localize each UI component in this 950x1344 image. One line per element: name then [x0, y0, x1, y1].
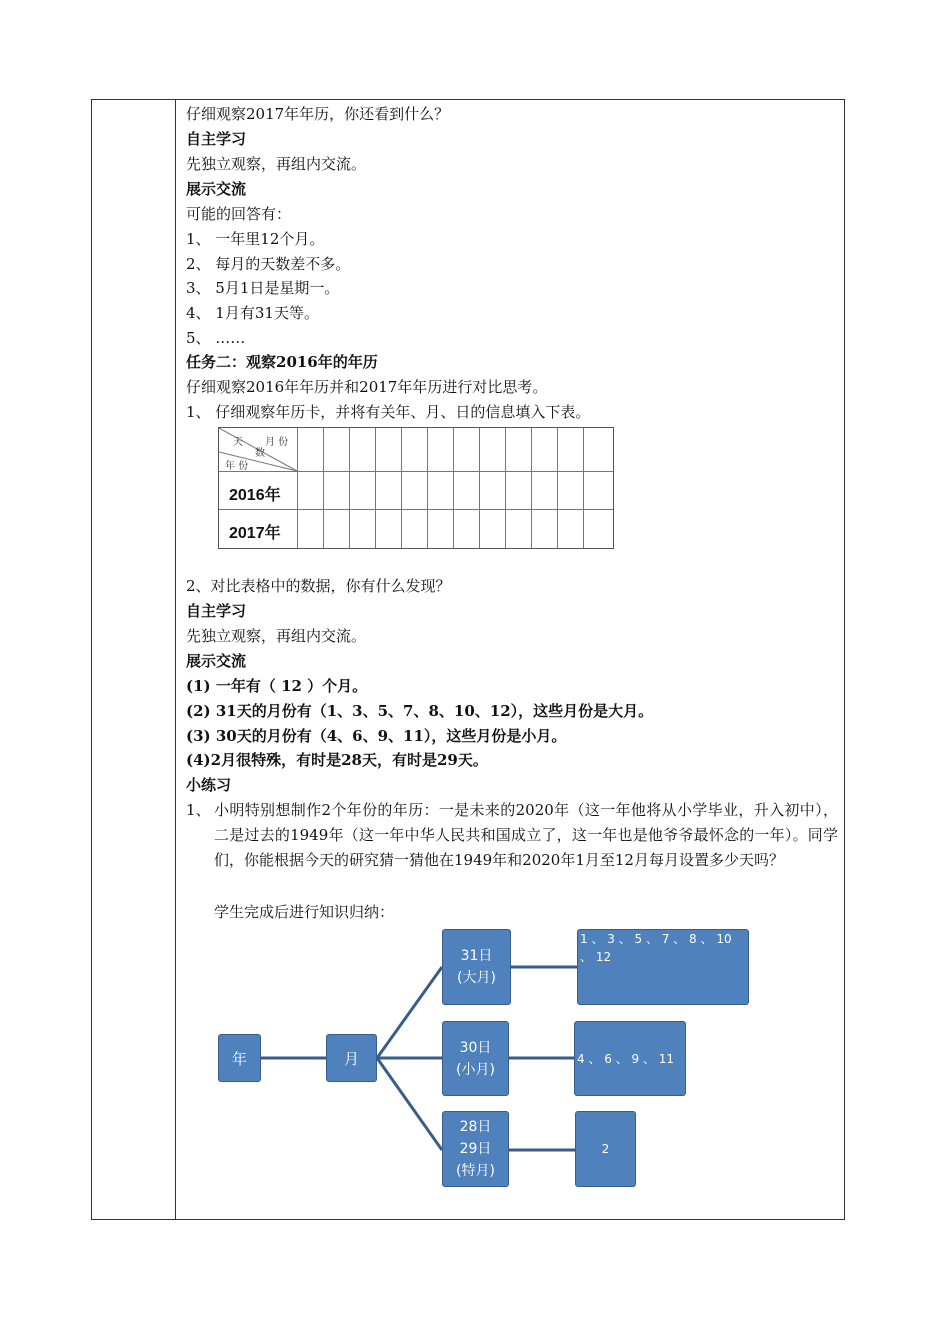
practice-number: 1、 [186, 801, 211, 819]
node-31-label: 31日 [460, 948, 493, 964]
question-line: 仔细观察2017年年历，你还看到什么？ [186, 105, 450, 123]
heading-practice: 小练习 [186, 776, 232, 794]
instruction-line-2: 先独立观察，再组内交流。 [186, 627, 367, 645]
node-30-label: 30日 [459, 1039, 492, 1056]
node-month-label: 月 [343, 1049, 359, 1068]
task-two-instruction: 仔细观察2016年年历并和2017年年历进行对比思考。 [186, 378, 548, 396]
header-shu: 数 [255, 448, 265, 459]
heading-self-study: 自主学习 [186, 130, 247, 148]
finding-2: (2) 31天的月份有（1、3、5、7、8、10、12），这些月份是大月。 [186, 702, 654, 720]
big-months-line2: 、 12 [580, 950, 612, 964]
finding-4: (4)2月很特殊，有时是28天，有时是29天。 [186, 751, 488, 769]
node-year-label: 年 [231, 1049, 247, 1068]
node-february [575, 1111, 636, 1187]
row-2016: 2016年 [229, 487, 281, 504]
finding-3: (3) 30天的月份有（4、6、9、11），这些月份是小月。 [186, 727, 567, 745]
answer-item: 4、 1月有31天等。 [186, 304, 319, 322]
row-2017: 2017年 [229, 525, 281, 542]
node-31-days [442, 929, 511, 1005]
header-month: 月 份 [265, 437, 289, 448]
practice-text: 小明特别想制作2个年份的年历：一是未来的2020年（这一年他将从小学毕业，升入初中），二是过去的1949年（这一年中华人民共和国成立了，这一年也是他爷爷最怀念的一年）。同学们，你能根据今天的研究猜一猜他在1949年和2020年1月至12月每月设置多少天吗？ [214, 801, 838, 869]
finding-1: (1) 一年有（ 12 ）个月。 [186, 677, 368, 695]
answers-intro: 可能的回答有： [186, 205, 292, 223]
answer-item: 2、 每月的天数差不多。 [186, 255, 351, 273]
small-months-text: 4 、 6 、 9 、 11 [577, 1052, 675, 1066]
node-30-type: (小月) [456, 1061, 495, 1078]
big-months-line1: 1 、 3 、 5 、 7 、 8 、 10 [580, 932, 732, 946]
node-30-days [442, 1021, 509, 1096]
task-two-step2: 2、对比表格中的数据，你有什么发现？ [186, 577, 451, 595]
answer-item: 3、 5月1日是星期一。 [186, 279, 340, 297]
header-year: 年 份 [225, 461, 249, 472]
heading-share-2: 展示交流 [186, 652, 247, 670]
heading-share: 展示交流 [186, 180, 247, 198]
answer-item: 1、 一年里12个月。 [186, 230, 325, 248]
node-28-type: (特月) [456, 1163, 495, 1179]
node-month [326, 1034, 377, 1082]
instruction-line: 先独立观察，再组内交流。 [186, 155, 367, 173]
task-two-step1: 1、 仔细观察年历卡，并将有关年、月、日的信息填入下表。 [186, 403, 591, 421]
node-29-label: 29日 [459, 1141, 492, 1157]
summary-intro: 学生完成后进行知识归纳： [214, 903, 395, 921]
node-28-label: 28日 [459, 1119, 492, 1135]
header-tian: 天 [233, 437, 243, 448]
node-big-months [577, 929, 749, 1005]
node-31-type: (大月) [457, 970, 496, 986]
answer-item: 5、 …… [186, 329, 246, 347]
node-year [218, 1034, 261, 1082]
heading-self-study-2: 自主学习 [186, 602, 247, 620]
node-small-months [574, 1021, 686, 1096]
node-28-29-days [442, 1111, 509, 1187]
february-text: 2 [601, 1142, 610, 1156]
task-two-heading: 任务二：观察2016年的年历 [186, 353, 378, 371]
